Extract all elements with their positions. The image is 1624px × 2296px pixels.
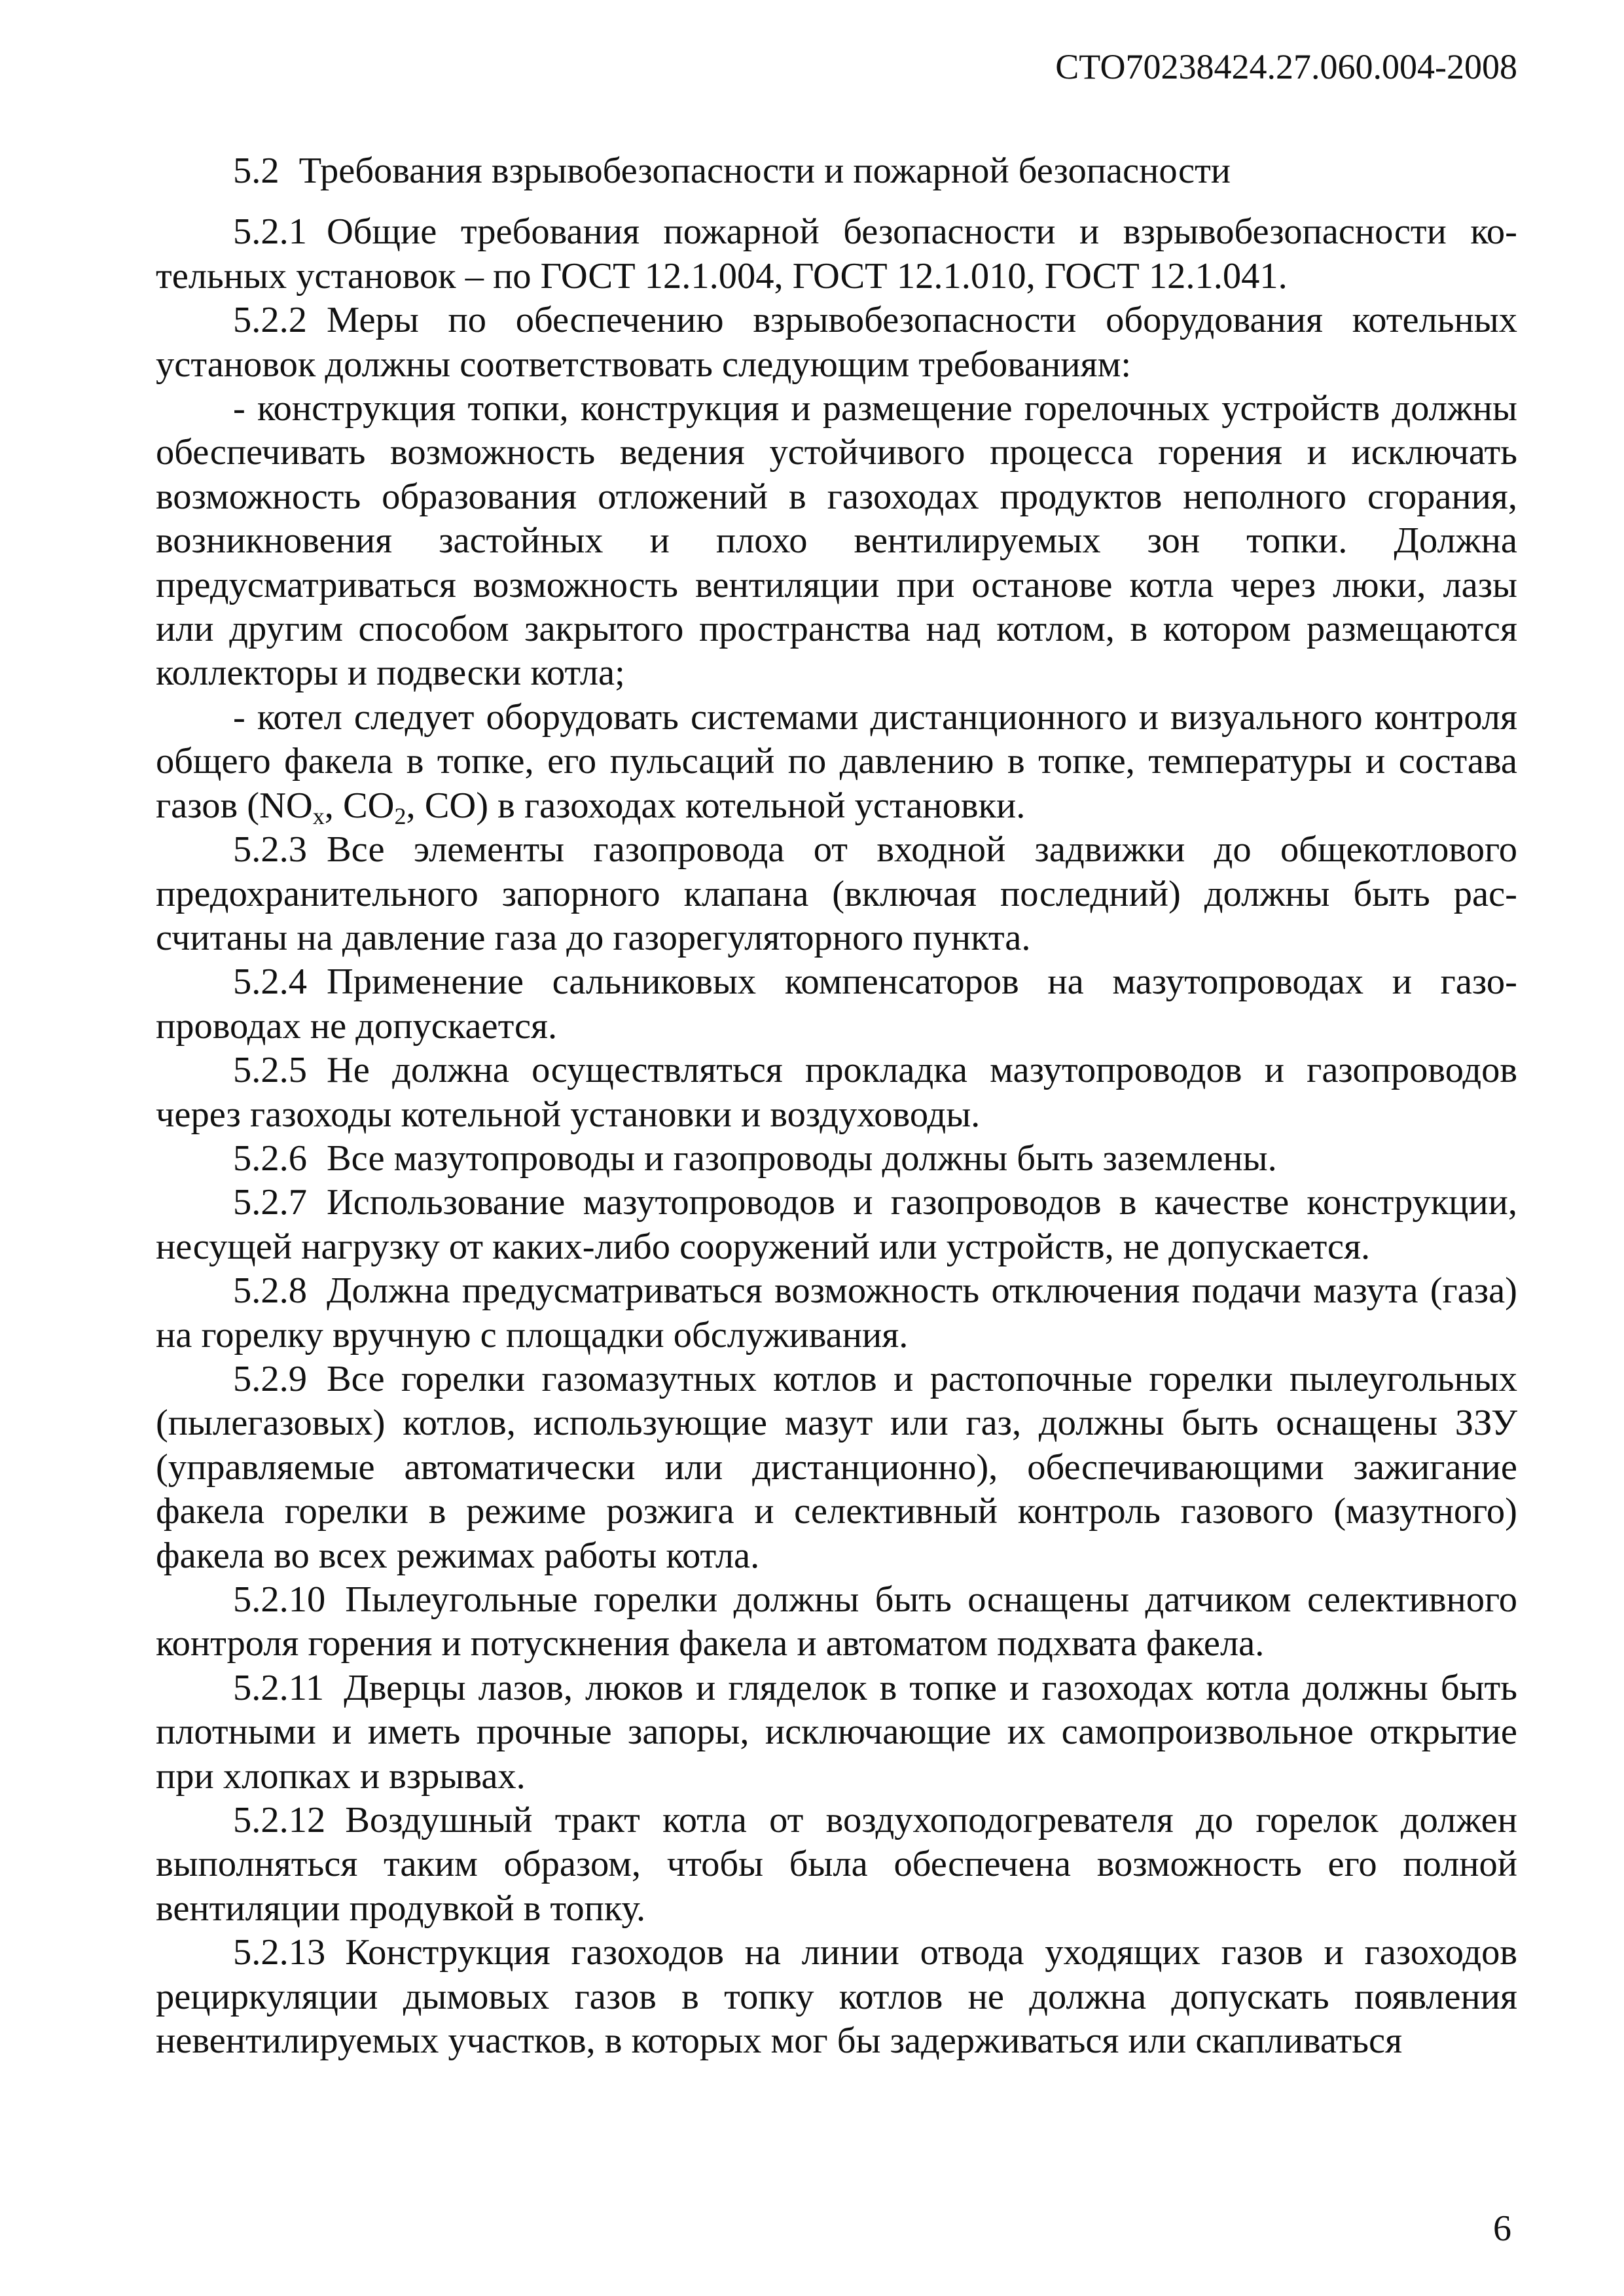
paragraph-number: 5.2.6 bbox=[233, 1138, 307, 1179]
paragraph-number: 5.2.9 bbox=[233, 1358, 307, 1399]
paragraph-text: Использование мазутопроводов и газопроводов в качестве конструкции, несущей нагрузку от каких-либо сооружений или устройств, не допускается. bbox=[156, 1182, 1517, 1267]
paragraph-5-2-13 bbox=[156, 1931, 1517, 2063]
section-number: 5.2 bbox=[233, 151, 280, 191]
page-number: 6 bbox=[1493, 2208, 1511, 2249]
paragraph-number: 5.2.10 bbox=[233, 1579, 326, 1620]
paragraph-text-part: - котел следует оборудовать системами дистанционного и визуального контроля общего факела в топке, его пульсаций по давлению в топке, температуры и состава газов (NO bbox=[156, 696, 1517, 826]
paragraph-5-2-7 bbox=[156, 1181, 1517, 1269]
paragraph-text: Должна предусматриваться возможность отключения подачи мазута (газа) на горелку вручную с площадки обслуживания. bbox=[156, 1270, 1517, 1355]
paragraph-text: Все элементы газопровода от входной задвижки до общекотлового предохранительного запорного клапана (включая последний) должны быть рассчитаны на давление газа до газорегуляторного пункта. bbox=[156, 829, 1517, 958]
paragraph-5-2-3 bbox=[156, 828, 1517, 960]
subscript-2: 2 bbox=[394, 802, 406, 829]
paragraph-text: Воздушный тракт котла от воздухоподогревателя до горелок должен выполняться таким образом, чтобы была обеспечена возможность его полной вентиляции продувкой в топку. bbox=[156, 1800, 1517, 1929]
paragraph-5-2-4 bbox=[156, 960, 1517, 1049]
paragraph-number: 5.2.8 bbox=[233, 1270, 307, 1312]
paragraph-number: 5.2.1 bbox=[233, 211, 307, 253]
paragraph-number: 5.2.11 bbox=[233, 1667, 325, 1708]
paragraph-5-2-6 bbox=[156, 1137, 1517, 1181]
paragraph-text: Не должна осуществляться прокладка мазутопроводов и газопроводов через газоходы котельной установки и воздуховоды. bbox=[156, 1050, 1517, 1135]
paragraph-number: 5.2.3 bbox=[233, 829, 307, 870]
paragraph-text: Общие требования пожарной безопасности и взрывобезопасности котельных установок – по ГОСТ 12.1.004, ГОСТ 12.1.010, ГОСТ 12.1.041. bbox=[156, 211, 1517, 296]
paragraph-5-2-9 bbox=[156, 1357, 1517, 1578]
document-body bbox=[156, 149, 1517, 2063]
paragraph-5-2-8 bbox=[156, 1269, 1517, 1357]
paragraph-5-2-10 bbox=[156, 1578, 1517, 1666]
paragraph-text: Меры по обеспечению взрывобезопасности оборудования котельных установок должны соответствовать следующим требованиям: bbox=[156, 300, 1517, 385]
subscript-x: x bbox=[312, 802, 325, 829]
list-item-furnace-design bbox=[156, 387, 1517, 696]
paragraph-5-2-12 bbox=[156, 1799, 1517, 1931]
paragraph-number: 5.2.7 bbox=[233, 1182, 307, 1223]
list-item-flame-control bbox=[156, 696, 1517, 828]
paragraph-number: 5.2.4 bbox=[233, 961, 307, 1003]
paragraph-text: - конструкция топки, конструкция и размещение горелочных устройств должны обеспечивать возможность ведения устойчивого процесса горения и исключать возможность образования отложений в газоходах продуктов неполного сгорания, возникновения застойных и плохо вентилируемых зон топки. Должна предусматриваться возможность вентиляции при останове котла через люки, лазы или другим способом закрытого пространства над котлом, в котором размещаются коллекторы и подвески котла; bbox=[156, 388, 1517, 694]
paragraph-text: Все мазутопроводы и газопроводы должны быть заземлены. bbox=[327, 1138, 1277, 1179]
paragraph-5-2-1 bbox=[156, 210, 1517, 298]
paragraph-text: Пылеугольные горелки должны быть оснащены датчиком селективного контроля горения и потускнения факела и автоматом подхвата факела. bbox=[156, 1579, 1517, 1664]
paragraph-text: Все горелки газомазутных котлов и растопочные горелки пылеугольных (пылегазовых) котлов, использующие мазут или газ, должны быть оснащены ЗЗУ (управляемые автоматически или дистанционно), обеспечивающими зажигание факела горелки в режиме розжига и селективный контроль газового (мазутного) факела во всех режимах работы котла. bbox=[156, 1358, 1517, 1576]
paragraph-number: 5.2.5 bbox=[233, 1050, 307, 1091]
paragraph-text: Дверцы лазов, люков и гляделок в топке и газоходах котла должны быть плотными и иметь прочные запоры, исключающие их самопроизвольное открытие при хлопках и взрывах. bbox=[156, 1667, 1517, 1797]
paragraph-text: Конструкция газоходов на линии отвода уходящих газов и газоходов рециркуляции дымовых газов в топку котлов не должна допускать появления невентилируемых участков, в которых мог бы задерживаться или скапливаться bbox=[156, 1932, 1517, 2062]
paragraph-text-part: , CO bbox=[324, 785, 395, 826]
paragraph-5-2-2 bbox=[156, 298, 1517, 387]
paragraph-number: 5.2.2 bbox=[233, 300, 307, 341]
paragraph-text-part: , CO) в газоходах котельной установки. bbox=[406, 785, 1026, 826]
paragraph-text: Применение сальниковых компенсаторов на мазутопроводах и газопроводах не допускается. bbox=[156, 961, 1517, 1047]
section-heading bbox=[156, 149, 1517, 193]
paragraph-number: 5.2.13 bbox=[233, 1932, 326, 1973]
paragraph-5-2-11 bbox=[156, 1666, 1517, 1799]
paragraph-number: 5.2.12 bbox=[233, 1800, 326, 1841]
document-code: СТО70238424.27.060.004-2008 bbox=[1055, 47, 1517, 86]
paragraph-5-2-5 bbox=[156, 1049, 1517, 1137]
section-title: Требования взрывобезопасности и пожарной безопасности bbox=[298, 151, 1231, 191]
